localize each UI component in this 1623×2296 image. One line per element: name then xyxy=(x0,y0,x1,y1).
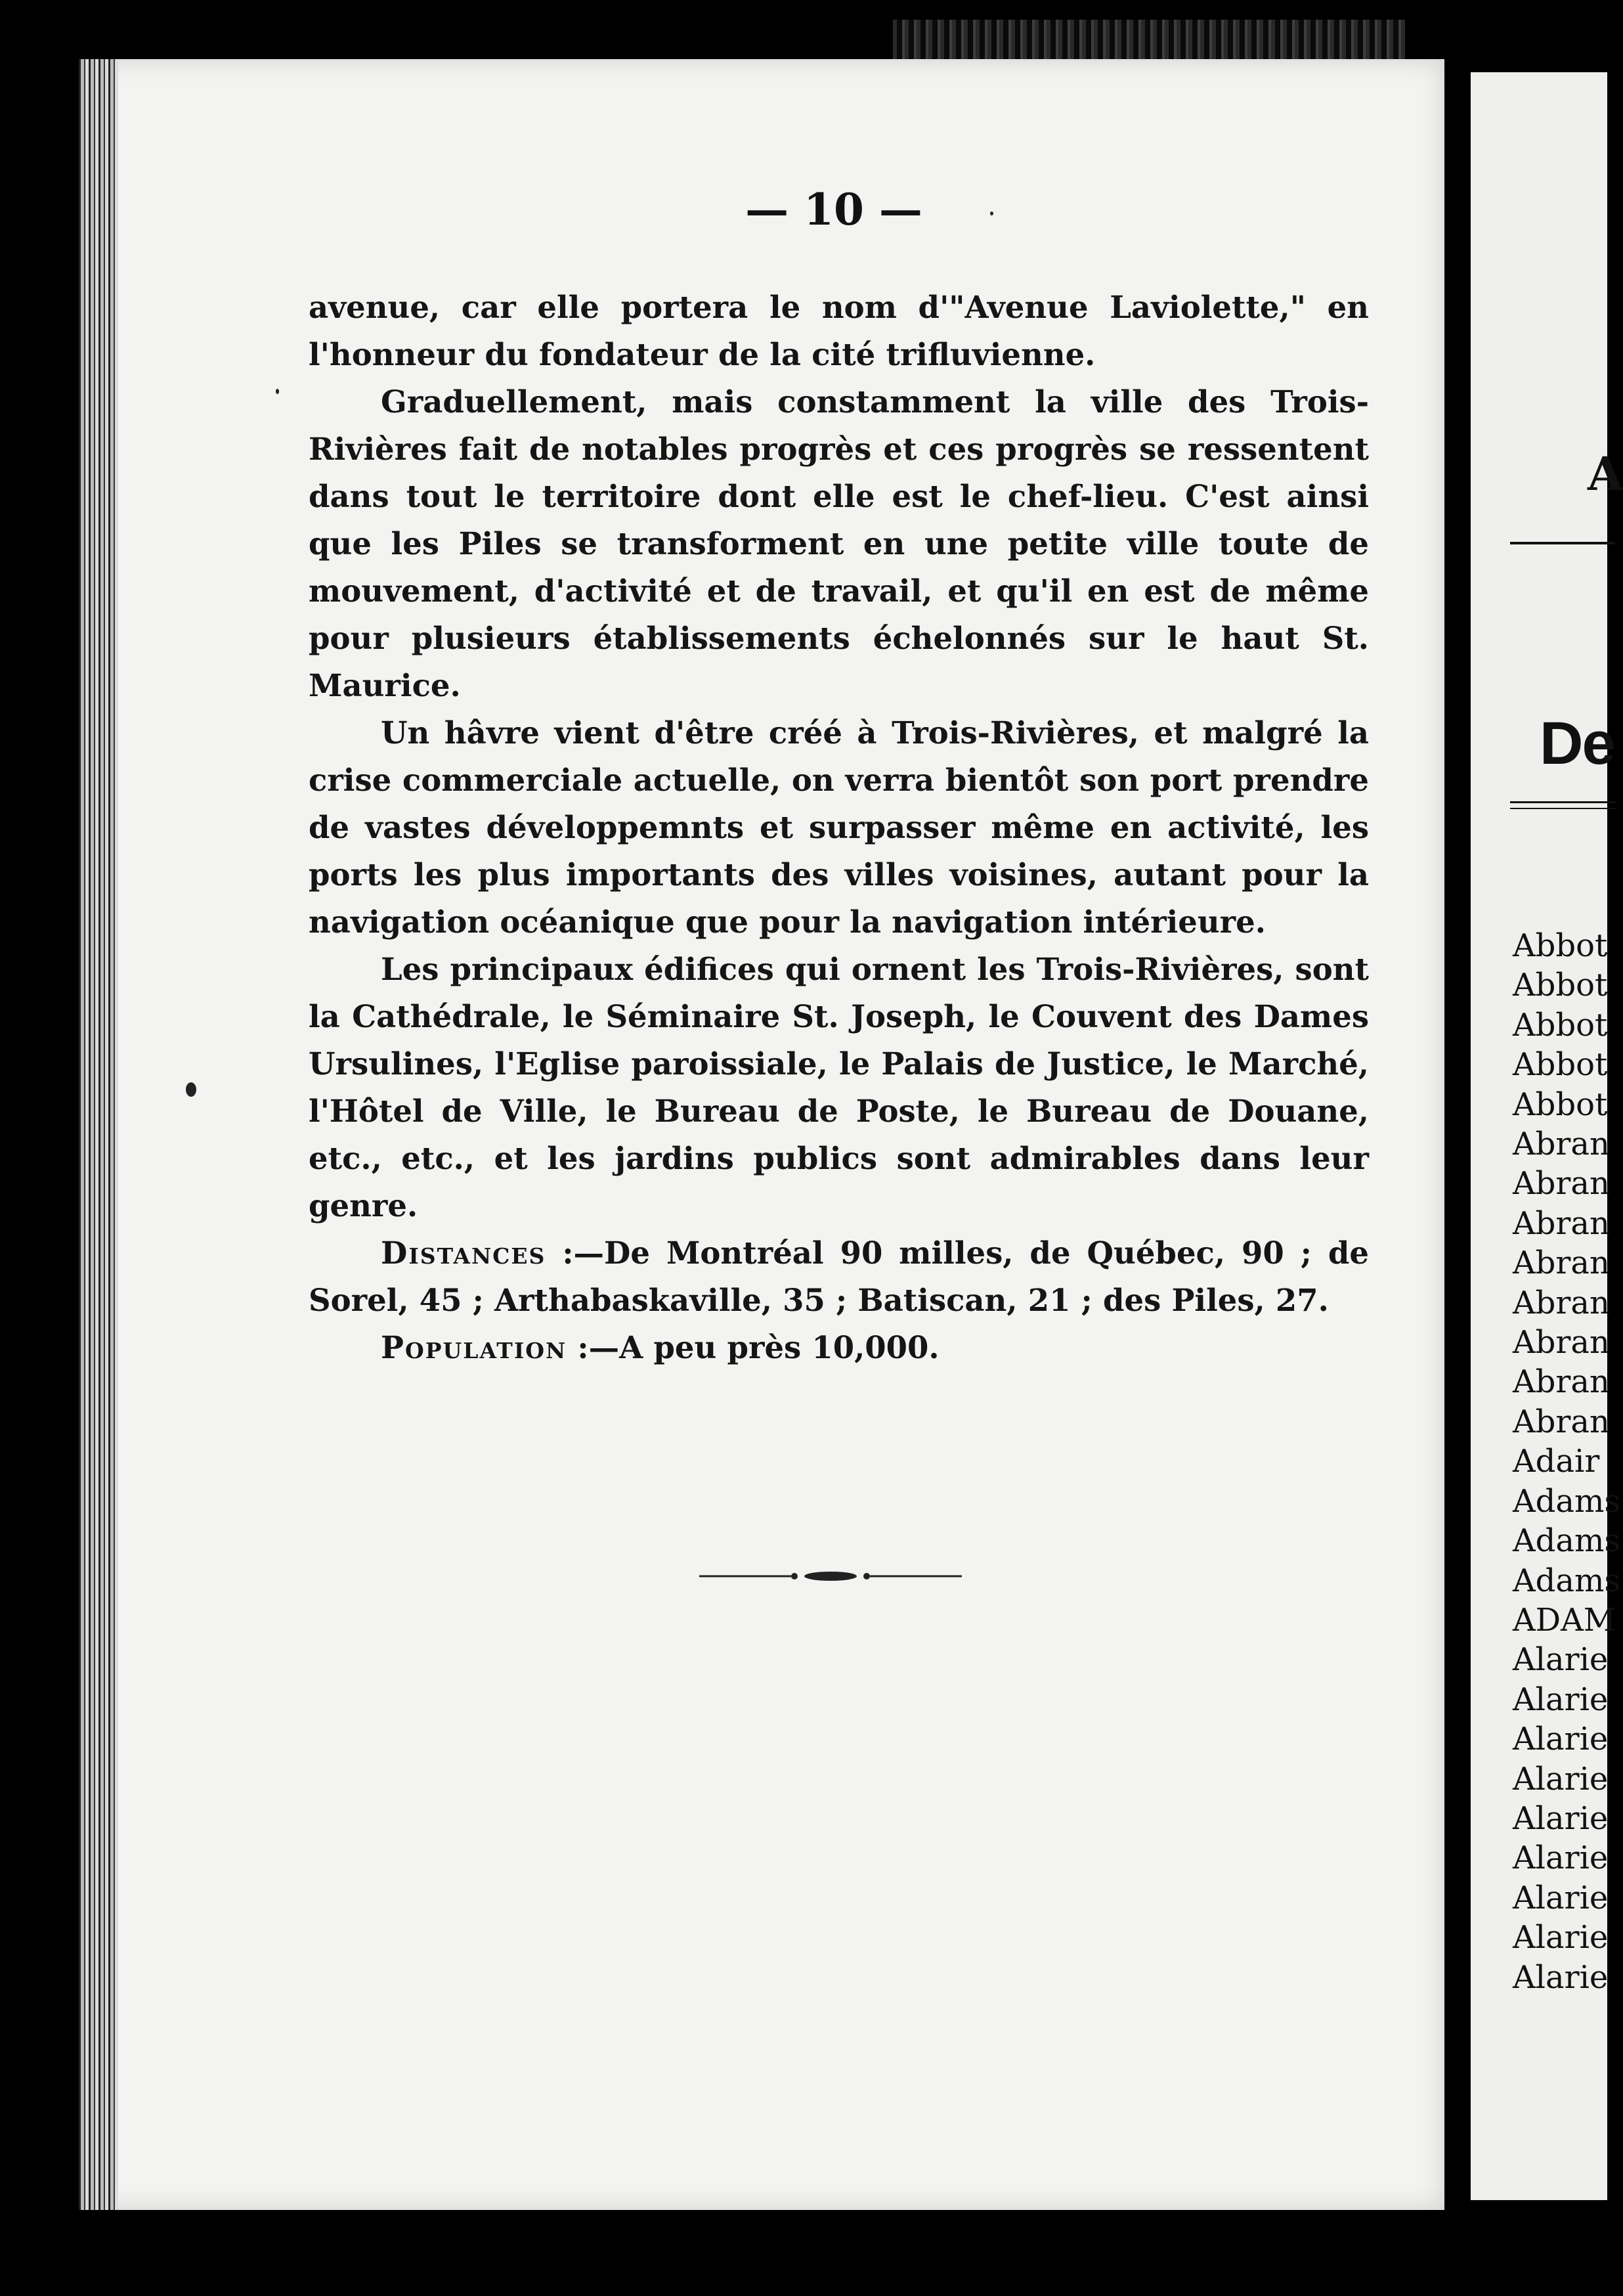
adjacent-page-name: Alarie xyxy=(1513,1799,1609,1837)
adjacent-page-name: Abbot xyxy=(1513,1046,1608,1084)
distances-label: Distances xyxy=(381,1235,546,1271)
paragraph-2: Graduellement, mais constamment la ville des Trois-Rivières fait de notables progrès et ces progrès se ressentent dans tout le territoire dont elle est le chef-lieu. C'est ainsi que les Piles se transforment en une petite ville toute de mouvement, d'activité et de travail, et qu'il en est de même pour plusieurs établissements échelonnés sur le haut St. Maurice. xyxy=(309,384,1369,703)
population-paragraph xyxy=(309,1324,1369,1371)
adjacent-page-name: Abran xyxy=(1513,1284,1610,1321)
adjacent-page-name: Abbot xyxy=(1513,927,1608,964)
adjacent-page-name: Abbot xyxy=(1513,1006,1608,1044)
adjacent-page-name: Adams xyxy=(1513,1522,1621,1560)
adjacent-page-name: Alarie xyxy=(1513,1958,1609,1996)
adjacent-page-name: Abran xyxy=(1513,1363,1610,1401)
adjacent-page-name: Alarie xyxy=(1513,1721,1609,1758)
adjacent-page-rule xyxy=(1510,542,1615,544)
adjacent-page-letter: A xyxy=(1588,447,1623,501)
scan-smudge xyxy=(893,20,1405,59)
ink-spot xyxy=(186,1082,196,1097)
ornament-dot-left xyxy=(791,1573,798,1579)
adjacent-page-name: Alarie xyxy=(1513,1681,1609,1718)
distances-paragraph xyxy=(309,1229,1369,1324)
adjacent-page-name: Abbot xyxy=(1513,1086,1608,1123)
page-gutter xyxy=(1444,59,1471,2210)
adjacent-page-name: Alarie xyxy=(1513,1760,1609,1798)
adjacent-page-name: Abran xyxy=(1513,1324,1610,1361)
adjacent-page-name: Abran xyxy=(1513,1126,1610,1163)
ornament-center xyxy=(804,1572,857,1581)
adjacent-page-name: Adams xyxy=(1513,1482,1621,1520)
adjacent-page-name: Alarie xyxy=(1513,1641,1609,1679)
adjacent-page-name: Abran xyxy=(1513,1204,1610,1242)
adjacent-page-name: Abran xyxy=(1513,1165,1610,1203)
paragraph-4: Les principaux édifices qui ornent les Trois-Rivières, sont la Cathédrale, le Séminaire St. Joseph, le Couvent des Dames Ursulines, l'Eglise paroissiale, le Palais de Justice, le Marché, l'Hôtel de Ville, le Bureau de Poste, le Bureau de Douane, etc., etc., et les jardins publics sont admirables dans leur genre. xyxy=(309,951,1369,1224)
adjacent-page-name: Adams xyxy=(1513,1562,1621,1599)
adjacent-page-name: Adair xyxy=(1513,1443,1600,1480)
adjacent-page-name-list xyxy=(1513,926,1620,1997)
ink-speck xyxy=(990,211,993,215)
adjacent-page-name: Alarie xyxy=(1513,1919,1609,1956)
adjacent-page-name: Abran xyxy=(1513,1403,1610,1440)
scan-border-bottom xyxy=(0,2210,1607,2296)
paragraph-1: avenue, car elle portera le nom d'"Avenue Laviolette," en l'honneur du fondateur de la cité trifluvienne. xyxy=(309,289,1369,372)
adjacent-page-name: ADAM xyxy=(1513,1601,1616,1639)
adjacent-page-double-rule xyxy=(1510,801,1615,803)
population-label: Population xyxy=(381,1329,567,1365)
distances-text: :—De Montréal 90 milles, de Québec, 90 ; de Sorel, 45 ; Arthabaskaville, 35 ; Batiscan, 21 ; des Piles, 27. xyxy=(309,1235,1369,1318)
ink-speck xyxy=(276,389,279,394)
population-text: :—A peu près 10,000. xyxy=(577,1329,940,1365)
page-binding-edge xyxy=(79,59,118,2210)
adjacent-page-name: Abbot xyxy=(1513,967,1608,1004)
ornament-divider xyxy=(699,1566,962,1586)
ornament-dot-right xyxy=(863,1573,870,1579)
adjacent-page-name: Abran xyxy=(1513,1245,1610,1282)
adjacent-page xyxy=(1471,72,1623,2200)
paragraph-3: Un hâvre vient d'être créé à Trois-Rivières, et malgré la crise commerciale actuelle, on verra bientôt son port prendre de vastes développemnts et surpasser même en activité, les ports les plus importants des villes voisines, autant pour la navigation océanique que pour la navigation intérieure. xyxy=(309,715,1369,940)
adjacent-page-name: Alarie xyxy=(1513,1840,1609,1877)
page-body xyxy=(309,284,1369,1371)
adjacent-page-heading: De xyxy=(1540,710,1614,777)
page-number: — 10 — xyxy=(745,184,922,235)
adjacent-page-name: Alarie xyxy=(1513,1879,1609,1916)
adjacent-page-double-rule xyxy=(1510,808,1615,809)
